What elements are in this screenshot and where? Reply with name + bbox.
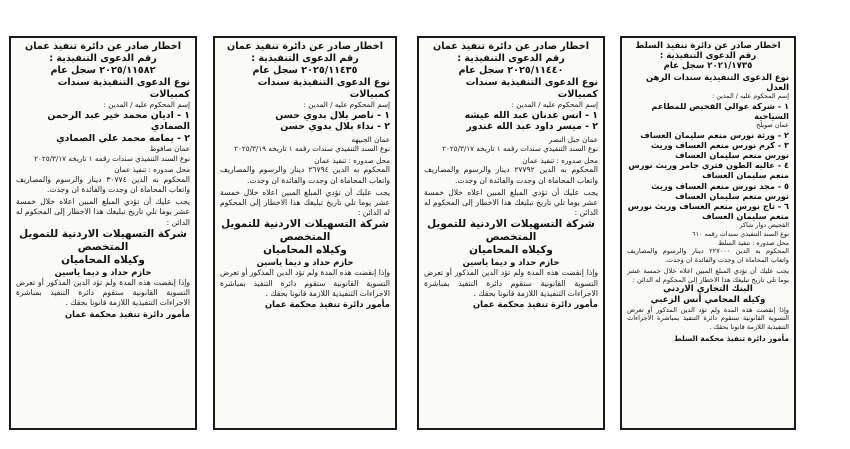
notice-header: اخطار صادر عن دائرة تنفيذ عمان xyxy=(25,41,181,52)
debtor-name: ٤ - عاليه الطون فتري جامر وريث نورس منعم سليمان العساف xyxy=(628,160,789,181)
case-number-label: رقم الدعوى التنفيذية : xyxy=(49,53,157,64)
case-type: نوع الدعوى التنفيذية سندات كمبيالات xyxy=(57,77,190,100)
issuer: محل صدوره : تنفيذ عمان xyxy=(114,165,190,175)
debtor-name: ٢ - يمامه محمد علي الصمادي xyxy=(56,132,190,144)
payment-warning: يجب عليك أن تؤدي المبلغ المبين اعلاه خلال خمسة عشر يوما تلي تاريخ تبليغك هذا الاخطار إلى المحكوم له الدائن : xyxy=(627,266,789,284)
agents-names: حازم حداد و ديما ياسين xyxy=(256,257,354,268)
signature: مأمور دائرة تنفيذ محكمة عمان xyxy=(473,299,598,309)
bond-info: نوع السند التنفيذي سندات رقمه ١ تاريخه ٢٠٢٥/٣/١٧ xyxy=(34,153,190,163)
debtor-label: إسم المحكوم عليه / المدين : xyxy=(511,100,598,109)
debtor-name: ٢ - ورثة نورس منعم سليمان العساف xyxy=(640,129,789,140)
judgment-amount: المحكوم به الدين ٢٧٧٩٢ دينار والرسوم والمصاريف واتعاب المحاماة ان وجدت والفائدة ان وجدت. xyxy=(424,165,598,185)
judgment-amount: المحكوم به الدين ٢٢٧٠٠٠ دينار والرسوم والمصاريف واتعاب المحاماة ان وجدت والفائدة ان وجدت. xyxy=(627,247,789,265)
signature: مأمور دائرة تنفيذ محكمة عمان xyxy=(65,308,190,319)
issuer: محل صدوره : تنفيذ عمان xyxy=(522,155,598,165)
debtor-name: ١ - ناصر بلال بدوي حسن xyxy=(275,109,390,121)
payment-warning: يجب عليك أن تؤدي المبلغ المبين اعلاه خلال خمسة عشر يوما تلي تاريخ تبليغك هذا الاخطار إلى المحكوم له الدائن : xyxy=(220,187,390,218)
creditor-name: شركة التسهيلات الاردنية للتمويل المتخصص xyxy=(221,218,389,244)
notice-card xyxy=(417,36,605,430)
debtor-address: عمان صافوط xyxy=(149,144,190,154)
closing-text: وإذا إنقضت هذه المدة ولم تؤد الدين المذكور أو تعرض التسوية القانونية ستقوم دائرة التنفيذ بمباشرة الاجراءات التنفيذية اللازمة قانونا بحقك . xyxy=(627,305,789,332)
creditor-name: شركة التسهيلات الاردنية للتمويل المتخصص xyxy=(19,227,187,253)
issuer: محل صدوره : تنفيذ عمان xyxy=(314,155,390,165)
debtor-address: الفحيص دوار شاكر xyxy=(739,221,789,230)
notice-header: اخطار صادر عن دائرة تنفيذ السلط xyxy=(635,41,781,51)
debtor-name: ٥ - مجد نورس منعم العساف وريث نورس منعم سليمان العساف xyxy=(651,180,789,201)
signature: مأمور دائرة تنفيذ محكمة السلط xyxy=(674,333,789,343)
debtor-label: إسم المحكوم عليه / المدين : xyxy=(303,100,390,109)
debtor-name: ٣ - كرم نورس منعم العساف وريث نورس منعم سليمان العساف xyxy=(651,139,789,161)
bond-info: نوع السند التنفيذي سندات رقمه ٦١٠ xyxy=(692,230,789,239)
debtor-name: ١ - انس عدنان عبد الله عيشه xyxy=(464,109,598,121)
debtor-address: عمان صويلح xyxy=(756,121,789,130)
case-number: ٢٠٢١/١٧٣٥ سجل عام xyxy=(663,61,753,72)
debtor-label: إسم المحكوم عليه / المدين : xyxy=(712,92,789,101)
closing-text: وإذا إنقضت هذه المدة ولم تؤد الدين المذكور أو تعرض التسوية القانونية ستقوم دائرة التنفيذ بمباشرة الاجراءات التنفيذية اللازمة قانونا بحقك . xyxy=(16,277,190,308)
debtor-name: ٢ - نداء بلال بدوي حسن xyxy=(280,121,390,133)
debtor-address: عمان الجبيهه xyxy=(351,134,390,144)
case-number-label: رقم الدعوى التنفيذية : xyxy=(457,53,565,64)
notice-card xyxy=(620,36,796,430)
debtor-name: ١ - اديان محمد خير عبد الرحمن الصمادي xyxy=(47,109,190,133)
notice-card xyxy=(9,36,197,430)
judgment-amount: المحكوم به الدين ٢٦٧٩٤ دينار والرسوم والمصاريف واتعاب المحاماة ان وجدت والفائدة ان وجدت. xyxy=(220,165,390,185)
bond-info: نوع السند التنفيذي سندات رقمه ١ تاريخه ٢٠٢٥/٣/١٧ xyxy=(442,144,598,154)
notice-header: اخطار صادر عن دائرة تنفيذ عمان xyxy=(227,41,383,52)
bond-info: نوع السند التنفيذي سندات رقمه ١ تاريخه ٢٠٢٥/٣/١٩ xyxy=(234,144,390,154)
case-type: نوع الدعوى التنفيذية سندات الرهن العدل xyxy=(646,71,789,92)
notice-header: اخطار صادر عن دائرة تنفيذ عمان xyxy=(433,41,589,52)
notice-card xyxy=(213,36,397,430)
signature: مأمور دائرة تنفيذ محكمة عمان xyxy=(265,299,390,309)
case-type: نوع الدعوى التنفيذية سندات كمبيالات xyxy=(257,77,390,100)
agents-title: وكيلاه المحاميان xyxy=(469,244,553,257)
judgment-amount: المحكوم به الدين ٣٠٧٧٤ دينار والرسوم والمصاريف واتعاب المحاماة ان وجدت والفائدة ان وجدت. xyxy=(16,174,190,195)
payment-warning: يجب عليك أن تؤدي المبلغ المبين اعلاه خلال خمسة عشر يوما تلي تاريخ تبليغك هذا الاخطار إلى المحكوم له الدائن : xyxy=(16,197,190,227)
case-number: ٢٠٢٥/١١٤٣٥ سجل عام xyxy=(252,65,358,76)
closing-text: وإذا إنقضت هذه المدة ولم تؤد الدين المذكور أو تعرض التسوية القانونية ستقوم دائرة التنفيذ بمباشرة الاجراءات التنفيذية اللازمة قانونا بحقك . xyxy=(424,268,598,298)
case-number-label: رقم الدعوى التنفيذية : xyxy=(251,53,359,64)
debtor-name: ٦ - تاج نورس منعم العساف وريث نورس منعم سليمان العساف xyxy=(627,201,789,222)
agents-title: وكيلاه المحاميان xyxy=(61,253,145,266)
debtor-address: عمان جبل النصر xyxy=(548,134,598,144)
issuer: محل صدوره : تنفيذ السلط xyxy=(718,238,789,247)
case-number: ٢٠٢٥/١١٥٨٢ سجل عام xyxy=(50,65,156,76)
agents-title: وكيلاه المحاميان xyxy=(263,244,347,257)
debtor-label: إسم المحكوم عليه / المدين : xyxy=(103,100,190,109)
creditor-name: البنك التجاري الاردني xyxy=(663,284,753,295)
agents-names: حازم حداد و ديما ياسين xyxy=(462,257,560,268)
closing-text: وإذا إنقضت هذه المدة ولم تؤد الدين المذكور أو تعرض التسوية القانونية ستقوم دائرة التنفيذ بمباشرة الاجراءات التنفيذية اللازمة قانونا بحقك . xyxy=(220,268,390,298)
case-type: نوع الدعوى التنفيذية سندات كمبيالات xyxy=(465,77,598,100)
case-number-label: رقم الدعوى التنفيذية : xyxy=(659,51,757,62)
agents-names: حازم حداد و ديما ياسين xyxy=(54,266,152,277)
agents-title: وكيله المحامي أنس الزعبي xyxy=(650,295,766,305)
debtor-name: ٢ - ميسر داود عبد الله غندور xyxy=(466,121,598,133)
case-number: ٢٠٢٥/١١٤٤٠ سجل عام xyxy=(458,65,564,76)
payment-warning: يجب عليك أن تؤدي المبلغ المبين اعلاه خلال خمسة عشر يوما تلي تاريخ تبليغك هذا الاخطار إلى المحكوم له الدائن : xyxy=(424,187,598,218)
creditor-name: شركة التسهيلات الاردنية للتمويل المتخصص xyxy=(427,218,595,244)
debtor-name: ١ - شركة عوالي القحيص للمطاعم السياحية xyxy=(651,100,789,121)
